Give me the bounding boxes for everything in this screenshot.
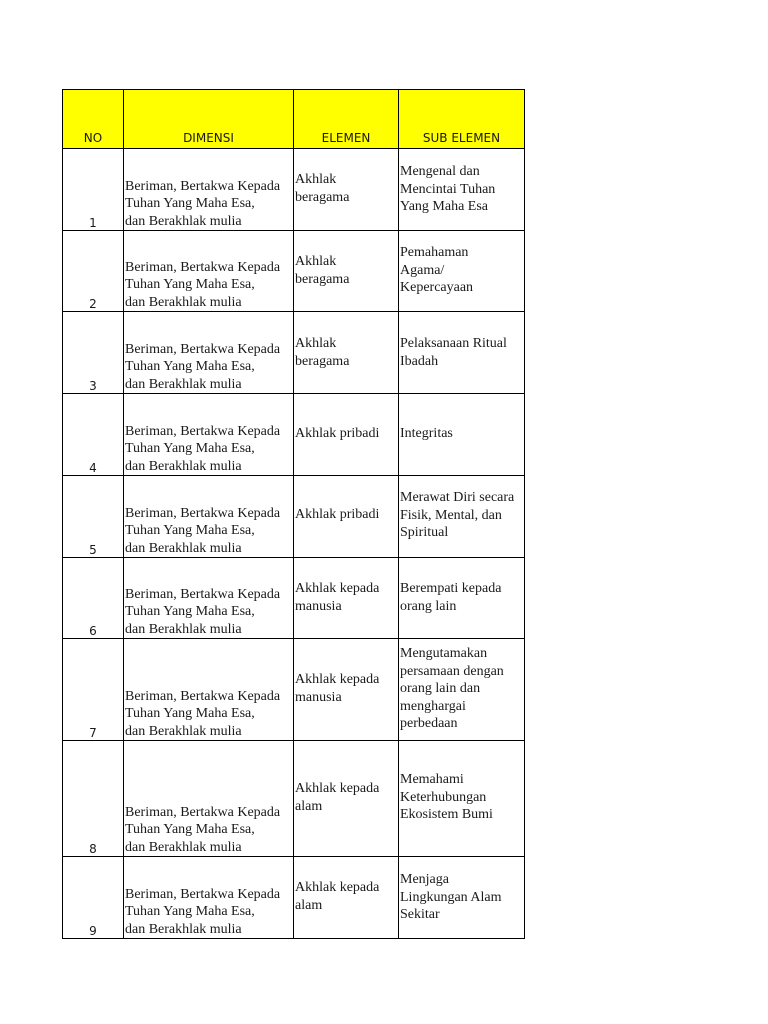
data-table bbox=[62, 89, 525, 939]
table-row bbox=[63, 639, 525, 741]
cell-dimensi[interactable] bbox=[124, 741, 294, 857]
cell-no[interactable]: 5 bbox=[63, 476, 124, 558]
cell-elemen-text: Akhlak pribadi bbox=[295, 507, 380, 522]
cell-dimensi-text: Beriman, Bertakwa Kepada Tuhan Yang Maha Esa, dan Berakhlak mulia bbox=[125, 586, 281, 637]
cell-sub-elemen-text: Memahami Keterhubungan Ekosistem Bumi bbox=[400, 772, 493, 822]
header-no[interactable]: NO bbox=[63, 90, 124, 149]
table-row bbox=[63, 741, 525, 857]
cell-dimensi-text: Beriman, Bertakwa Kepada Tuhan Yang Maha Esa, dan Berakhlak mulia bbox=[125, 178, 281, 229]
cell-dimensi[interactable] bbox=[124, 558, 294, 639]
cell-sub-elemen[interactable] bbox=[399, 639, 525, 741]
cell-dimensi[interactable] bbox=[124, 394, 294, 476]
header-dimensi[interactable]: DIMENSI bbox=[124, 90, 294, 149]
cell-sub-elemen[interactable] bbox=[399, 394, 525, 476]
header-sub-elemen[interactable]: SUB ELEMEN bbox=[399, 90, 525, 149]
cell-elemen[interactable] bbox=[294, 857, 399, 939]
cell-sub-elemen[interactable] bbox=[399, 231, 525, 312]
cell-elemen[interactable] bbox=[294, 741, 399, 857]
cell-elemen-text: Akhlak beragama bbox=[295, 254, 350, 287]
cell-dimensi[interactable] bbox=[124, 149, 294, 231]
cell-elemen-text: Akhlak pribadi bbox=[295, 426, 380, 441]
cell-elemen[interactable] bbox=[294, 558, 399, 639]
cell-dimensi-text: Beriman, Bertakwa Kepada Tuhan Yang Maha Esa, dan Berakhlak mulia bbox=[125, 259, 281, 310]
cell-sub-elemen-text: Pelaksanaan Ritual Ibadah bbox=[400, 336, 507, 369]
table-row bbox=[63, 476, 525, 558]
cell-sub-elemen-text: Pemahaman Agama/ Kepercayaan bbox=[400, 245, 474, 295]
cell-dimensi-text: Beriman, Bertakwa Kepada Tuhan Yang Maha Esa, dan Berakhlak mulia bbox=[125, 505, 281, 556]
cell-sub-elemen[interactable] bbox=[399, 312, 525, 394]
cell-sub-elemen[interactable] bbox=[399, 558, 525, 639]
cell-dimensi-text: Beriman, Bertakwa Kepada Tuhan Yang Maha Esa, dan Berakhlak mulia bbox=[125, 423, 281, 474]
cell-elemen[interactable] bbox=[294, 639, 399, 741]
cell-no[interactable]: 3 bbox=[63, 312, 124, 394]
cell-elemen-text: Akhlak beragama bbox=[295, 336, 350, 369]
cell-elemen[interactable] bbox=[294, 312, 399, 394]
cell-elemen[interactable] bbox=[294, 149, 399, 231]
cell-dimensi[interactable] bbox=[124, 639, 294, 741]
cell-sub-elemen[interactable] bbox=[399, 476, 525, 558]
cell-sub-elemen[interactable] bbox=[399, 741, 525, 857]
cell-dimensi[interactable] bbox=[124, 312, 294, 394]
cell-dimensi[interactable] bbox=[124, 231, 294, 312]
cell-sub-elemen[interactable] bbox=[399, 149, 525, 231]
cell-dimensi-text: Beriman, Bertakwa Kepada Tuhan Yang Maha Esa, dan Berakhlak mulia bbox=[125, 341, 281, 392]
cell-dimensi-text: Beriman, Bertakwa Kepada Tuhan Yang Maha Esa, dan Berakhlak mulia bbox=[125, 804, 281, 855]
cell-no[interactable]: 4 bbox=[63, 394, 124, 476]
table-row bbox=[63, 394, 525, 476]
table-row bbox=[63, 231, 525, 312]
cell-sub-elemen-text: Mengenal dan Mencintai Tuhan Yang Maha Esa bbox=[400, 164, 496, 214]
cell-elemen[interactable] bbox=[294, 231, 399, 312]
cell-elemen-text: Akhlak kepada manusia bbox=[295, 672, 380, 705]
cell-dimensi-text: Beriman, Bertakwa Kepada Tuhan Yang Maha Esa, dan Berakhlak mulia bbox=[125, 886, 281, 937]
table-row bbox=[63, 312, 525, 394]
table-row bbox=[63, 857, 525, 939]
cell-elemen-text: Akhlak beragama bbox=[295, 172, 350, 205]
cell-dimensi[interactable] bbox=[124, 857, 294, 939]
cell-dimensi-text: Beriman, Bertakwa Kepada Tuhan Yang Maha Esa, dan Berakhlak mulia bbox=[125, 688, 281, 739]
cell-elemen-text: Akhlak kepada alam bbox=[295, 781, 380, 814]
cell-no[interactable]: 7 bbox=[63, 639, 124, 741]
cell-no[interactable]: 6 bbox=[63, 558, 124, 639]
cell-sub-elemen-text: Menjaga Lingkungan Alam Sekitar bbox=[400, 872, 502, 922]
cell-elemen-text: Akhlak kepada manusia bbox=[295, 581, 380, 614]
header-row bbox=[63, 90, 525, 149]
header-elemen[interactable]: ELEMEN bbox=[294, 90, 399, 149]
cell-no[interactable]: 1 bbox=[63, 149, 124, 231]
cell-no[interactable]: 9 bbox=[63, 857, 124, 939]
cell-sub-elemen-text: Mengutamakan persamaan dengan orang lain dan menghargai perbedaan bbox=[400, 646, 504, 731]
table-row bbox=[63, 558, 525, 639]
cell-dimensi[interactable] bbox=[124, 476, 294, 558]
cell-sub-elemen-text: Integritas bbox=[400, 426, 453, 441]
cell-sub-elemen[interactable] bbox=[399, 857, 525, 939]
cell-no[interactable]: 8 bbox=[63, 741, 124, 857]
cell-elemen-text: Akhlak kepada alam bbox=[295, 880, 380, 913]
cell-sub-elemen-text: Merawat Diri secara Fisik, Mental, dan Spiritual bbox=[400, 490, 515, 540]
cell-sub-elemen-text: Berempati kepada orang lain bbox=[400, 581, 502, 614]
table-row bbox=[63, 149, 525, 231]
cell-elemen[interactable] bbox=[294, 476, 399, 558]
cell-no[interactable]: 2 bbox=[63, 231, 124, 312]
cell-elemen[interactable] bbox=[294, 394, 399, 476]
